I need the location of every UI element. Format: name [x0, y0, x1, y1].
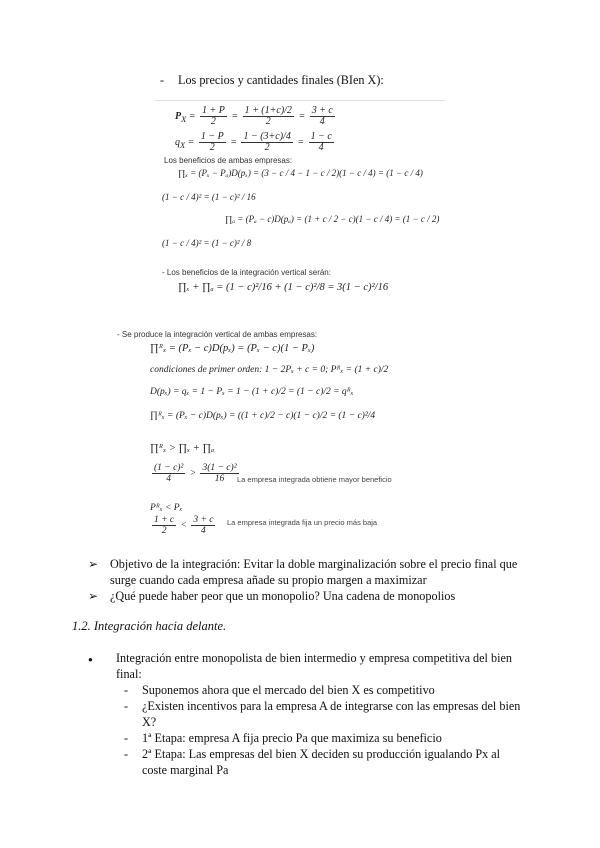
- sub-item-text: ¿Existen incentivos para la empresa A de integrarse con las empresas del bien: [142, 699, 521, 713]
- sub-item-text: coste marginal Pa: [142, 763, 229, 777]
- math-image-block-1: [150, 100, 450, 300]
- top-item-text: Los precios y cantidades finales (BIen X):: [178, 73, 384, 87]
- sub-item-text: Suponemos ahora que el mercado del bien X es competitivo: [142, 683, 435, 697]
- benefits-title: Los beneficios de ambas empresas:: [164, 156, 293, 165]
- qx-equation: $q_X$ = $\frac{1 - P}{2}$ = $\frac{1 - (3+c)/4}{2}$ = $\frac{1 - c}{4}$: [175, 131, 332, 153]
- top-list-item: [160, 72, 384, 88]
- sub-item-text: X?: [142, 715, 157, 729]
- sub-item-text: 1ª Etapa: empresa A fija precio Pa que maximiza su beneficio: [142, 731, 442, 745]
- px-equation: $P_X$ = $\frac{1 + P}{2}$ = $\frac{1 + (1+c)/2}{2}$ = $\frac{3 + c}{4}$: [175, 105, 333, 127]
- image-top-rule: [155, 100, 445, 101]
- integrated-profit-equation: ∏ᴿₓ = (Pₓ − c)D(pₓ) = (Pₓ − c)(1 − Pₓ): [150, 343, 315, 354]
- arrow-item-text: ¿Qué puede haber peor que un monopolio? Una cadena de monopolios: [110, 589, 456, 603]
- profit-fraction-comparison: $\frac{\text{(1 − c)²}}{4}$ > $\frac{\text{3(1 − c)²}}{16}$: [154, 463, 237, 484]
- arrow-item-objective-continued: [110, 572, 427, 588]
- vertical-integration-title: - Los beneficios de la integración vertical serán:: [162, 268, 331, 277]
- sub-item: [124, 746, 544, 762]
- arrow-bullet-icon: ➢: [88, 589, 99, 603]
- pi-a-equation: ∏ₐ = (Pₐ − c)D(pₐ) = (1 + c / 2 − c)(1 − c / 4) = (1 − c / 2): [225, 214, 440, 224]
- vertical-integration-equation: ∏ₓ + ∏ₐ = (1 − c)²/16 + (1 − c)²/8 = 3(1 − c)²/16: [178, 282, 389, 293]
- bullet-text: final:: [116, 667, 142, 681]
- price-fraction-comparison: $\frac{1 + c}{2}$ < $\frac{3 + c}{4}$: [154, 515, 214, 536]
- sub-item: [124, 730, 442, 746]
- first-order-conditions: condiciones de primer orden: 1 − 2Pₓ + c = 0; Pᴿₓ = (1 + c)/2: [150, 365, 389, 375]
- bullet-item: [88, 650, 512, 668]
- sub-item-continued: [142, 714, 156, 730]
- arrow-item-question: [88, 588, 455, 604]
- bullet-item-continued: [116, 666, 142, 682]
- pi-x-result: (1 − c / 4)² = (1 − c)² / 16: [162, 192, 256, 202]
- dash-marker: -: [160, 73, 165, 87]
- dash-marker: -: [124, 731, 129, 745]
- note-lower-price: La empresa integrada fija un precio más baja: [227, 518, 378, 527]
- sub-item: [124, 698, 520, 714]
- math-image-block-2: [112, 325, 412, 540]
- sub-item-text: 2ª Etapa: Las empresas del bien X deciden su producción igualando Px al: [142, 747, 501, 761]
- demand-equation: D(pₓ) = qₓ = 1 − Pₓ = 1 − (1 + c)/2 = (1 − c)/2 = qᴿₓ: [150, 387, 354, 397]
- section-heading: 1.2. Integración hacia delante.: [72, 619, 227, 633]
- profit-comparison: ∏ᴿₓ > ∏ₓ + ∏ₐ: [150, 443, 215, 454]
- bullet-dot-icon: ●: [88, 655, 93, 664]
- dash-marker: -: [124, 683, 129, 697]
- arrow-item-text: surge cuando cada empresa añade su propio margen a maximizar: [110, 573, 427, 587]
- pi-a-result: (1 − c / 4)² = (1 − c)² / 8: [162, 238, 252, 248]
- arrow-bullet-icon: ➢: [88, 557, 99, 571]
- price-comparison: Pᴿₓ < Pₓ: [150, 503, 183, 513]
- sub-item: [124, 682, 435, 698]
- arrow-item-objective: [88, 556, 568, 572]
- bullet-text: Integración entre monopolista de bien intermedio y empresa competitiva del bien: [116, 651, 512, 665]
- sub-item-continued: [142, 762, 228, 778]
- integrated-profit-result: ∏ᴿₓ = (Pₓ − c)D(pₓ) = ((1 + c)/2 − c)(1 − c)/2 = (1 − c)²/4: [150, 411, 376, 421]
- dash-marker: -: [124, 699, 129, 713]
- dash-marker: -: [124, 747, 129, 761]
- arrow-item-text: Objetivo de la integración: Evitar la doble marginalización sobre el precio final que: [110, 557, 518, 571]
- note-higher-profit: La empresa integrada obtiene mayor beneficio: [237, 475, 392, 484]
- pi-x-equation: ∏ₓ = (Pₓ − Pₐ)D(pₓ) = (3 − c / 4 − 1 − c / 2)(1 − c / 4) = (1 − c / 4): [178, 168, 423, 178]
- integration-title: - Se produce la integración vertical de ambas empresas:: [117, 330, 318, 339]
